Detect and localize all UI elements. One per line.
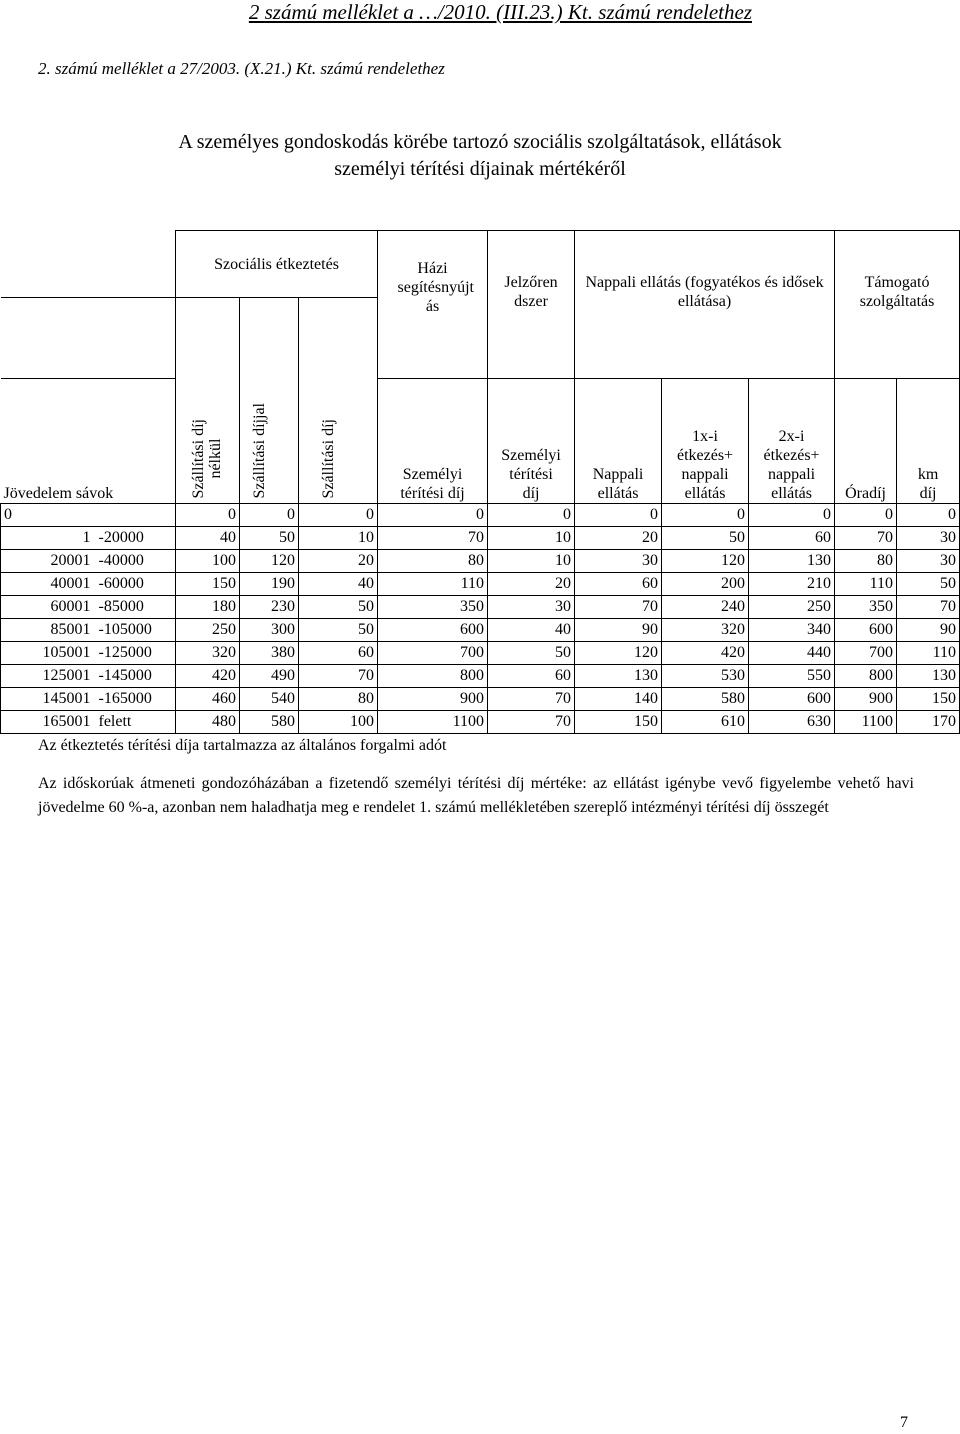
table-row	[1, 527, 960, 550]
group-tamogato: Támogató szolgáltatás	[835, 231, 960, 379]
fee-cell: 420	[662, 642, 749, 665]
fee-table	[0, 230, 960, 734]
fee-cell: 600	[835, 619, 897, 642]
fee-cell: 1100	[835, 711, 897, 734]
fee-cell: 70	[488, 688, 575, 711]
fee-cell: 70	[299, 665, 378, 688]
fee-cell: 210	[749, 573, 835, 596]
fee-cell: 90	[897, 619, 960, 642]
income-from: 0	[1, 504, 93, 527]
page-number: 7	[900, 1414, 908, 1431]
fee-cell: 150	[897, 688, 960, 711]
fee-cell: 230	[240, 596, 299, 619]
fee-cell: 320	[662, 619, 749, 642]
fee-cell: 350	[835, 596, 897, 619]
fee-cell: 80	[835, 550, 897, 573]
fee-cell: 70	[575, 596, 662, 619]
table-row	[1, 665, 960, 688]
income-to: -165000	[93, 688, 176, 711]
income-from: 85001	[1, 619, 93, 642]
table-row	[1, 688, 960, 711]
fee-cell: 300	[240, 619, 299, 642]
fee-cell: 120	[662, 550, 749, 573]
fee-cell: 130	[575, 665, 662, 688]
fee-cell: 600	[749, 688, 835, 711]
fee-cell: 50	[897, 573, 960, 596]
fee-cell: 50	[488, 642, 575, 665]
notes	[38, 734, 914, 834]
fee-cell: 190	[240, 573, 299, 596]
table-row	[1, 619, 960, 642]
fee-cell: 40	[299, 573, 378, 596]
income-from: 40001	[1, 573, 93, 596]
fee-cell: 130	[897, 665, 960, 688]
income-to: -40000	[93, 550, 176, 573]
fee-cell: 60	[749, 527, 835, 550]
header-2x-etkezes: 2x-i étkezés+ nappali ellátás	[749, 378, 835, 503]
income-from: 60001	[1, 596, 93, 619]
fee-cell: 350	[378, 596, 488, 619]
fee-cell: 0	[575, 504, 662, 527]
title-line-1: A személyes gondoskodás körébe tartozó szociális szolgáltatások, ellátások	[178, 131, 782, 153]
group-nappali: Nappali ellátás (fogyatékos és idősek ellátása)	[575, 231, 835, 379]
income-to: -60000	[93, 573, 176, 596]
fee-cell: 80	[299, 688, 378, 711]
fee-cell: 10	[488, 527, 575, 550]
fee-cell: 250	[749, 596, 835, 619]
fee-cell: 90	[575, 619, 662, 642]
fee-cell: 150	[176, 573, 240, 596]
fee-cell: 60	[299, 642, 378, 665]
fee-cell: 100	[299, 711, 378, 734]
header-jovedelem: Jövedelem sávok	[1, 378, 176, 503]
income-to: felett	[93, 711, 176, 734]
fee-cell: 0	[662, 504, 749, 527]
fee-cell: 490	[240, 665, 299, 688]
fee-cell: 800	[835, 665, 897, 688]
fee-cell: 420	[176, 665, 240, 688]
fee-cell: 70	[488, 711, 575, 734]
fee-cell: 10	[488, 550, 575, 573]
fee-cell: 170	[897, 711, 960, 734]
fee-cell: 110	[835, 573, 897, 596]
fee-cell: 1100	[378, 711, 488, 734]
fee-cell: 60	[488, 665, 575, 688]
income-to	[93, 504, 176, 527]
fee-cell: 900	[378, 688, 488, 711]
fee-cell: 0	[488, 504, 575, 527]
fee-cell: 50	[299, 619, 378, 642]
header-szall-dij: Szállítási díj	[299, 298, 378, 504]
group-szocialis: Szociális étkeztetés	[176, 231, 378, 298]
income-to: -105000	[93, 619, 176, 642]
empty-corner-2	[1, 298, 176, 379]
income-from: 1	[1, 527, 93, 550]
fee-cell: 120	[575, 642, 662, 665]
fee-cell: 50	[662, 527, 749, 550]
fee-cell: 140	[575, 688, 662, 711]
fee-cell: 30	[897, 550, 960, 573]
fee-cell: 530	[662, 665, 749, 688]
empty-corner	[1, 231, 176, 298]
fee-cell: 240	[662, 596, 749, 619]
income-to: -145000	[93, 665, 176, 688]
fee-cell: 900	[835, 688, 897, 711]
table-row	[1, 711, 960, 734]
group-jelzo: Jelzőren dszer	[488, 231, 575, 379]
table-row	[1, 573, 960, 596]
fee-cell: 20	[575, 527, 662, 550]
fee-cell: 0	[299, 504, 378, 527]
fee-cell: 70	[897, 596, 960, 619]
header-1x-etkezes: 1x-i étkezés+ nappali ellátás	[662, 378, 749, 503]
fee-cell: 580	[240, 711, 299, 734]
header-hazi-szemelyi: Személyi térítési díj	[378, 378, 488, 503]
income-from: 145001	[1, 688, 93, 711]
fee-cell: 40	[488, 619, 575, 642]
fee-cell: 10	[299, 527, 378, 550]
fee-cell: 480	[176, 711, 240, 734]
table-row	[1, 550, 960, 573]
income-from: 105001	[1, 642, 93, 665]
fee-cell: 580	[662, 688, 749, 711]
header-szall-dijjal: Szállítási díjjal	[240, 298, 299, 504]
fee-cell: 600	[378, 619, 488, 642]
fee-cell: 540	[240, 688, 299, 711]
document-title	[0, 129, 960, 183]
table-row	[1, 504, 960, 527]
fee-cell: 100	[176, 550, 240, 573]
fee-cell: 50	[299, 596, 378, 619]
header-nappali-ellatas: Nappali ellátás	[575, 378, 662, 503]
header-line-2: 2. számú melléklet a 27/2003. (X.21.) Kt. számú rendelethez	[38, 59, 445, 78]
header-szall-nelkul: Szállítási díj nélkül	[176, 298, 240, 504]
fee-cell: 440	[749, 642, 835, 665]
fee-cell: 110	[378, 573, 488, 596]
fee-cell: 20	[488, 573, 575, 596]
fee-cell: 320	[176, 642, 240, 665]
fee-cell: 30	[897, 527, 960, 550]
fee-cell: 0	[378, 504, 488, 527]
income-from: 125001	[1, 665, 93, 688]
fee-cell: 380	[240, 642, 299, 665]
fee-cell: 0	[240, 504, 299, 527]
fee-cell: 180	[176, 596, 240, 619]
fee-cell: 630	[749, 711, 835, 734]
fee-cell: 700	[835, 642, 897, 665]
income-to: -125000	[93, 642, 176, 665]
group-hazi: Házi segítésnyújt ás	[378, 231, 488, 379]
title-line-2: személyi térítési díjainak mértékéről	[334, 158, 626, 180]
fee-cell: 340	[749, 619, 835, 642]
fee-cell: 70	[378, 527, 488, 550]
header-line-1: 2 számú melléklet a …/2010. (III.23.) Kt. számú rendelethez	[248, 0, 752, 24]
fee-cell: 610	[662, 711, 749, 734]
fee-cell: 80	[378, 550, 488, 573]
fee-cell: 130	[749, 550, 835, 573]
fee-cell: 110	[897, 642, 960, 665]
fee-cell: 40	[176, 527, 240, 550]
fee-cell: 200	[662, 573, 749, 596]
fee-cell: 460	[176, 688, 240, 711]
income-from: 20001	[1, 550, 93, 573]
header-oradij: Óradíj	[835, 378, 897, 503]
note-gondozohaz: Az időskorúak átmeneti gondozóházában a fizetendő személyi térítési díj mértéke: az ellátást igénybe vevő figyelembe vehető havi jövedelme 60 %-a, azonban nem haladhatja meg e rendelet 1. számú mellékletében szereplő intézményi térítési díj összegét	[38, 775, 914, 816]
fee-cell: 0	[835, 504, 897, 527]
income-from: 165001	[1, 711, 93, 734]
table-row	[1, 596, 960, 619]
fee-cell: 120	[240, 550, 299, 573]
fee-cell: 50	[240, 527, 299, 550]
income-to: -20000	[93, 527, 176, 550]
fee-cell: 150	[575, 711, 662, 734]
fee-cell: 800	[378, 665, 488, 688]
fee-cell: 0	[176, 504, 240, 527]
income-to: -85000	[93, 596, 176, 619]
fee-cell: 700	[378, 642, 488, 665]
note-vat: Az étkeztetés térítési díja tartalmazza az általános forgalmi adót	[38, 737, 447, 754]
fee-cell: 30	[488, 596, 575, 619]
fee-cell: 0	[897, 504, 960, 527]
fee-cell: 250	[176, 619, 240, 642]
fee-cell: 0	[749, 504, 835, 527]
fee-cell: 30	[575, 550, 662, 573]
fee-cell: 20	[299, 550, 378, 573]
header-kmdij: km díj	[897, 378, 960, 503]
fee-cell: 60	[575, 573, 662, 596]
table-row	[1, 642, 960, 665]
header-jelzo-szemelyi: Személyi térítési díj	[488, 378, 575, 503]
fee-cell: 70	[835, 527, 897, 550]
fee-cell: 550	[749, 665, 835, 688]
